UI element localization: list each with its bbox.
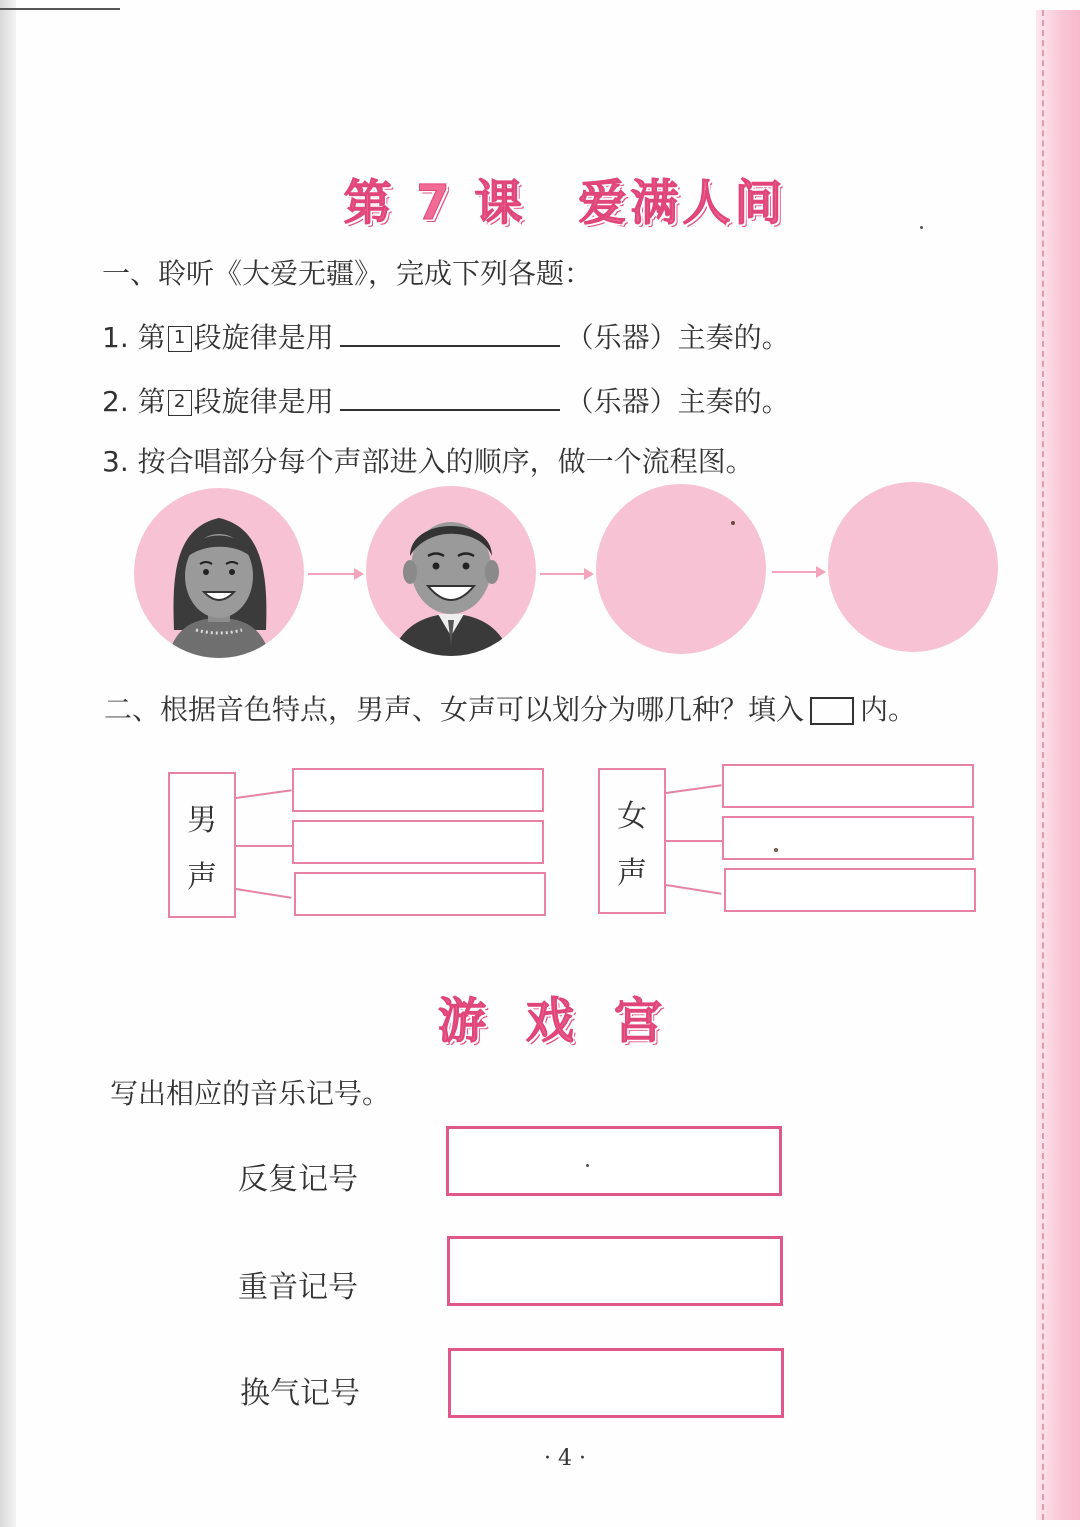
scan-speck (586, 1164, 589, 1167)
question-2: 2. 第 2 段旋律是用 （乐器）主奏的。 (102, 385, 790, 418)
scan-speck (920, 226, 923, 229)
pink-side-band (1036, 10, 1080, 1520)
flow-arrow (308, 573, 362, 575)
woman-face-icon (134, 488, 304, 658)
paragraph-number-box: 2 (168, 390, 192, 416)
flow-circle-female (134, 488, 304, 658)
accent-sign-label: 重音记号 (238, 1270, 358, 1305)
connector-line (666, 840, 722, 842)
flow-circle-male (366, 486, 536, 656)
flow-arrow (772, 571, 824, 573)
female-voice-answer-box-3[interactable] (724, 868, 976, 912)
repeat-sign-label: 反复记号 (238, 1162, 358, 1197)
repeat-sign-answer-box[interactable] (446, 1126, 782, 1196)
page-number: · 4 · (544, 1446, 586, 1471)
accent-sign-answer-box[interactable] (447, 1236, 783, 1306)
game-title: 游戏宫 (437, 993, 702, 1049)
scan-speck (731, 521, 735, 525)
section1-heading: 一、聆听《大爱无疆》，完成下列各题： (102, 257, 593, 290)
connector-line (666, 784, 722, 793)
question-1: 1. 第 1 段旋律是用 （乐器）主奏的。 (102, 321, 790, 354)
connector-line (236, 888, 292, 898)
male-voice-answer-box-2[interactable] (292, 820, 544, 864)
flow-circle-empty-2[interactable] (828, 482, 998, 652)
scan-speck (774, 848, 778, 852)
lesson-title: 第 7 课 爱满人间 (343, 175, 787, 231)
instrument-answer-blank[interactable] (340, 323, 560, 347)
male-voice-label: 男 声 (168, 772, 236, 918)
female-voice-answer-box-2[interactable] (722, 816, 974, 860)
connector-line (666, 884, 722, 894)
example-box-icon (810, 697, 854, 725)
man-face-icon (366, 486, 536, 656)
breath-mark-label: 换气记号 (240, 1376, 360, 1411)
flow-arrow (540, 573, 592, 575)
female-voice-answer-box-1[interactable] (722, 764, 974, 808)
section2-heading: 二、根据音色特点，男声、女声可以划分为哪几种？填入 内。 (104, 693, 917, 726)
male-voice-answer-box-1[interactable] (292, 768, 544, 812)
top-rule (0, 8, 120, 10)
connector-line (236, 845, 292, 847)
female-voice-label: 女 声 (598, 768, 666, 914)
male-voice-answer-box-3[interactable] (294, 872, 546, 916)
paragraph-number-box: 1 (168, 326, 192, 352)
game-instruction: 写出相应的音乐记号。 (110, 1077, 391, 1110)
instrument-answer-blank[interactable] (340, 387, 560, 411)
question-3: 3. 按合唱部分每个声部进入的顺序，做一个流程图。 (102, 445, 754, 478)
breath-mark-answer-box[interactable] (448, 1348, 784, 1418)
connector-line (236, 789, 292, 798)
flow-circle-empty-1[interactable] (596, 484, 766, 654)
